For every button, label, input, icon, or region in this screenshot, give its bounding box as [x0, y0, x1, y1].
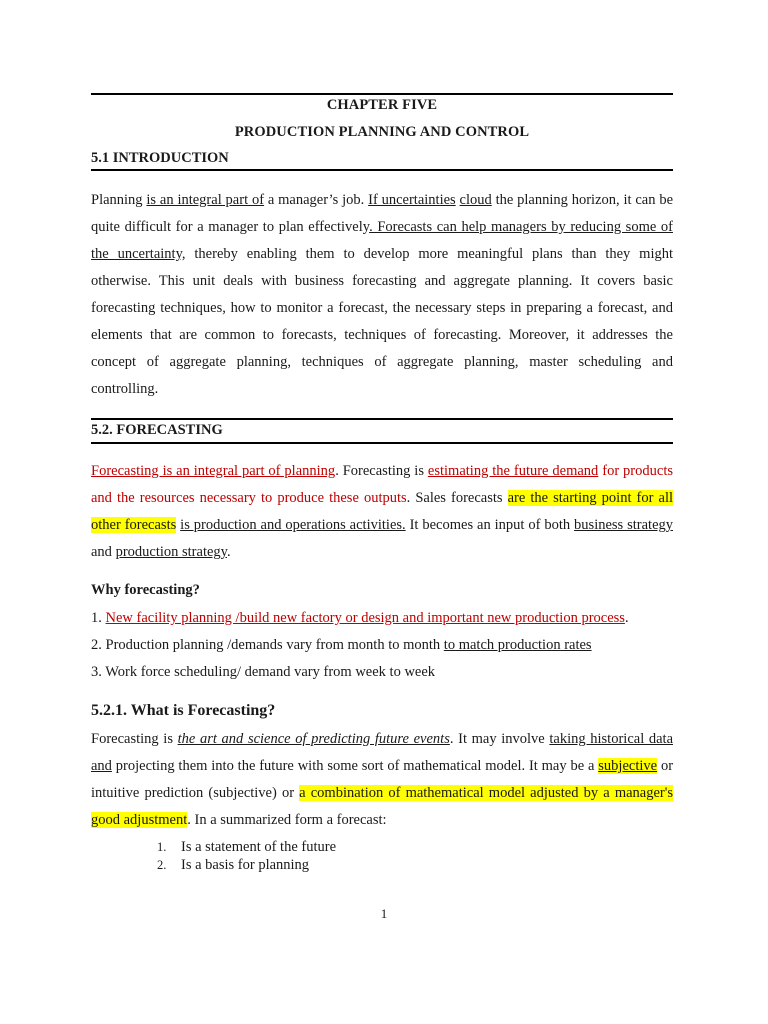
text-run: the art and science of predicting future events: [177, 731, 450, 747]
text-run: is production and operations activities.: [180, 517, 406, 533]
list-item: [157, 856, 309, 874]
text-run: If uncertainties: [368, 192, 456, 208]
forecasting-paragraph: [91, 458, 673, 566]
intro-heading: 5.1 INTRODUCTION: [91, 150, 229, 166]
text-run: 2. Production planning /demands vary from month to month: [91, 637, 441, 653]
text-run: . Forecasting is: [335, 463, 424, 479]
text-run: 1.: [91, 610, 102, 626]
list-item: [157, 838, 336, 856]
text-run: subjective: [598, 758, 658, 774]
text-run: . In a summarized form a forecast:: [187, 812, 387, 828]
chapter-title: CHAPTER FIVE: [326, 97, 438, 113]
text-run: cloud: [459, 192, 492, 208]
why-item-2: [91, 635, 673, 655]
top-rule: [91, 93, 673, 95]
text-run: . Sales forecasts: [406, 490, 503, 506]
why-forecasting-heading: Why forecasting?: [91, 582, 200, 598]
text-run: the planning horizon, it can be quite difficult for a manager to plan effectively: [91, 192, 674, 235]
page-number: 1: [380, 906, 388, 921]
list-text: Is a basis for planning: [181, 857, 310, 873]
text-run: . Forecasts can help managers by reducing some of the uncertainty,: [91, 219, 673, 262]
list-text: Is a statement of the future: [181, 839, 337, 855]
text-run: .: [226, 544, 231, 560]
why-item-1: [91, 608, 673, 628]
text-run: and: [91, 544, 112, 560]
text-run: production strategy: [115, 544, 227, 560]
intro-rule: [91, 169, 673, 171]
text-run: It becomes an input of both: [409, 517, 571, 533]
what-is-paragraph: [91, 726, 673, 834]
text-run: business strategy: [574, 517, 674, 533]
text-run: to match production rates: [443, 637, 592, 653]
text-run: estimating the future demand: [427, 463, 599, 479]
text-run: taking historical data and: [91, 731, 674, 774]
text-run: Forecasting is an integral part of planning: [91, 463, 336, 479]
text-run: is an integral part of: [146, 192, 265, 208]
text-run: a combination of mathematical model adjusted by a manager's good adjustment: [91, 785, 673, 828]
text-run: projecting them into the future with some sort of mathematical model. It may be a: [115, 758, 595, 774]
text-run: are the starting point for all other forecasts: [91, 490, 674, 533]
text-run: for products and the resources necessary to produce these outputs: [91, 463, 673, 506]
intro-paragraph: [91, 187, 673, 403]
why-item-3: 3. Work force scheduling/ demand vary from week to week: [91, 664, 436, 680]
what-is-heading: 5.2.1. What is Forecasting?: [91, 702, 276, 719]
text-run: or intuitive prediction (subjective) or: [91, 758, 674, 801]
list-number: 1.: [157, 840, 167, 854]
forecasting-top-rule: [91, 418, 673, 420]
text-run: Forecasting is: [91, 731, 173, 747]
text-run: a manager’s job.: [267, 192, 365, 208]
text-run: . It may involve: [449, 731, 545, 747]
text-run: thereby enabling them to develop more meaningful plans than they might otherwise. This unit deals with business forecasting and aggregate planning. It covers basic forecasting techniques, how to monitor a forecast, the necessary steps in preparing a forecast, and elements that are common to forecasts, techniques of forecasting. Moreover, it addresses the concept of aggregate planning, techniques of aggregate planning, master scheduling and controlling.: [91, 246, 674, 397]
forecasting-rule: [91, 442, 673, 444]
chapter-subtitle: PRODUCTION PLANNING AND CONTROL: [234, 124, 530, 140]
text-run: Planning: [91, 192, 143, 208]
text-run: New facility planning /build new factory or design and important new production process: [105, 610, 625, 626]
text-run: .: [624, 610, 629, 626]
forecasting-heading: 5.2. FORECASTING: [91, 422, 223, 438]
list-number: 2.: [157, 858, 167, 872]
